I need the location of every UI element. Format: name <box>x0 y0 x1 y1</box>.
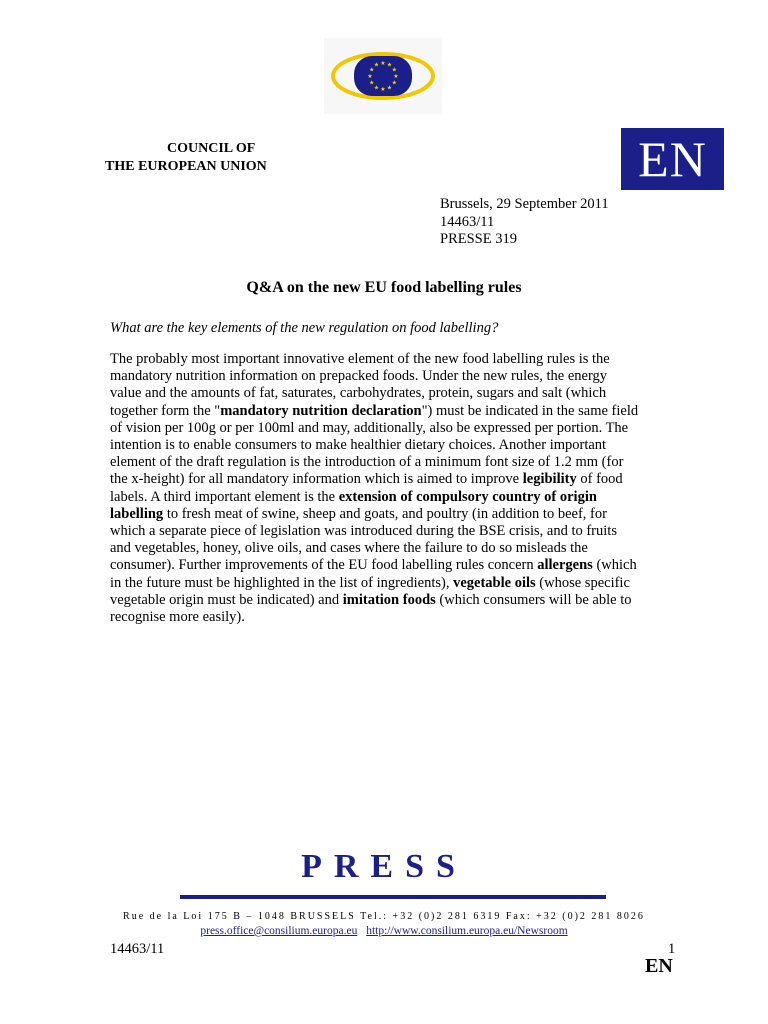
issuer-line-2: THE EUROPEAN UNION <box>105 159 267 174</box>
star-icon: ★ <box>373 84 380 92</box>
star-icon: ★ <box>380 86 386 93</box>
text-run: in the future must be highlighted in the list of ingredients), <box>110 574 454 591</box>
star-icon: ★ <box>373 61 380 69</box>
text-run: vegetable origin must be indicated) and <box>110 591 343 608</box>
bold-term: allergens <box>537 557 593 574</box>
star-icon: ★ <box>391 79 397 87</box>
paragraph-line <box>110 403 690 420</box>
text-run: consumer). Further improvements of the EU food labelling rules concern <box>110 557 538 574</box>
document-reference: 14463/11 <box>440 213 495 230</box>
council-logo <box>324 38 442 114</box>
bold-term: extension of compulsory country of origin <box>338 488 597 505</box>
bold-term: imitation foods <box>342 591 436 608</box>
contact-links <box>0 925 768 937</box>
paragraph-line: value and the amounts of fat, saturates, carbohydrates, protein, sugars and salt (which <box>110 385 607 402</box>
paragraph-line: and vegetables, honey, olive oils, and cases where the failure to do so misleads the <box>110 540 588 557</box>
footer-language: EN <box>645 955 673 977</box>
paragraph-line <box>110 506 690 523</box>
answer-paragraph <box>110 351 690 626</box>
page-number: 1 <box>668 941 676 957</box>
bold-term: mandatory nutrition declaration <box>220 402 422 419</box>
bold-term: legibility <box>522 471 577 488</box>
bold-term: vegetable oils <box>453 574 536 591</box>
place-date: Brussels, 29 September 2011 <box>440 196 609 212</box>
star-icon: ★ <box>386 61 393 69</box>
paragraph-line: which a separate piece of legislation was introduced during the BSE crisis, and to fruits <box>110 523 617 540</box>
document-meta <box>440 196 609 249</box>
newsroom-link[interactable]: http://www.consilium.europa.eu/Newsroom <box>366 925 568 937</box>
paragraph-line <box>110 557 690 574</box>
footer-document-reference: 14463/11 <box>110 941 165 957</box>
text-run: together form the " <box>110 402 221 419</box>
paragraph-line: The probably most important innovative element of the new food labelling rules is the <box>110 351 610 367</box>
text-run: (whose specific <box>535 574 630 591</box>
presse-number: PRESSE 319 <box>440 231 517 247</box>
star-icon: ★ <box>367 73 373 80</box>
text-run: ") must be indicated in the same field <box>421 402 639 419</box>
text-run: (which <box>592 557 637 574</box>
document-title: Q&A on the new EU food labelling rules <box>246 279 522 296</box>
star-icon: ★ <box>369 79 375 87</box>
press-email-link[interactable]: press.office@consilium.europa.eu <box>200 925 358 937</box>
eu-council-logo-icon <box>324 38 442 114</box>
paragraph-line <box>110 592 690 609</box>
language-badge: EN <box>621 128 724 190</box>
text-run: the x-height) for all mandatory information which is aimed to improve <box>110 471 523 488</box>
text-run: labels. A third important element is the <box>110 488 339 505</box>
question-heading: What are the key elements of the new regulation on food labelling? <box>110 320 499 336</box>
paragraph-line <box>110 489 690 506</box>
star-icon: ★ <box>380 60 386 67</box>
footer-rule <box>180 895 606 899</box>
paragraph-line: of vision per 100g or per 100ml and may, additionally, also be expressed per portion. The <box>110 419 629 436</box>
issuer-name <box>105 140 267 176</box>
text-run: of food <box>576 471 623 488</box>
paragraph-line: mandatory nutrition information on prepacked foods. Under the new rules, the energy <box>110 368 608 385</box>
star-icon: ★ <box>386 84 393 92</box>
issuer-line-1: COUNCIL OF <box>167 141 256 156</box>
star-icon: ★ <box>369 66 375 74</box>
text-run: to fresh meat of swine, sheep and goats, and poultry (in addition to beef, for <box>163 505 607 522</box>
postal-address: Rue de la Loi 175 B – 1048 BRUSSELS Tel.: +32 (0)2 281 6319 Fax: +32 (0)2 281 8026 <box>123 911 645 922</box>
paragraph-line: intention is to enable consumers to make healthier dietary choices. Another important <box>110 437 607 454</box>
paragraph-line <box>110 575 690 592</box>
press-label: PRESS <box>301 848 467 885</box>
paragraph-line: recognise more easily). <box>110 609 245 626</box>
paragraph-line: element of the draft regulation is the introduction of a minimum font size of 1.2 mm (for <box>110 454 624 471</box>
star-icon: ★ <box>391 66 397 74</box>
star-icon: ★ <box>393 73 399 80</box>
paragraph-line <box>110 471 690 488</box>
text-run: (which consumers will be able to <box>435 591 632 608</box>
bold-term: labelling <box>110 505 164 522</box>
